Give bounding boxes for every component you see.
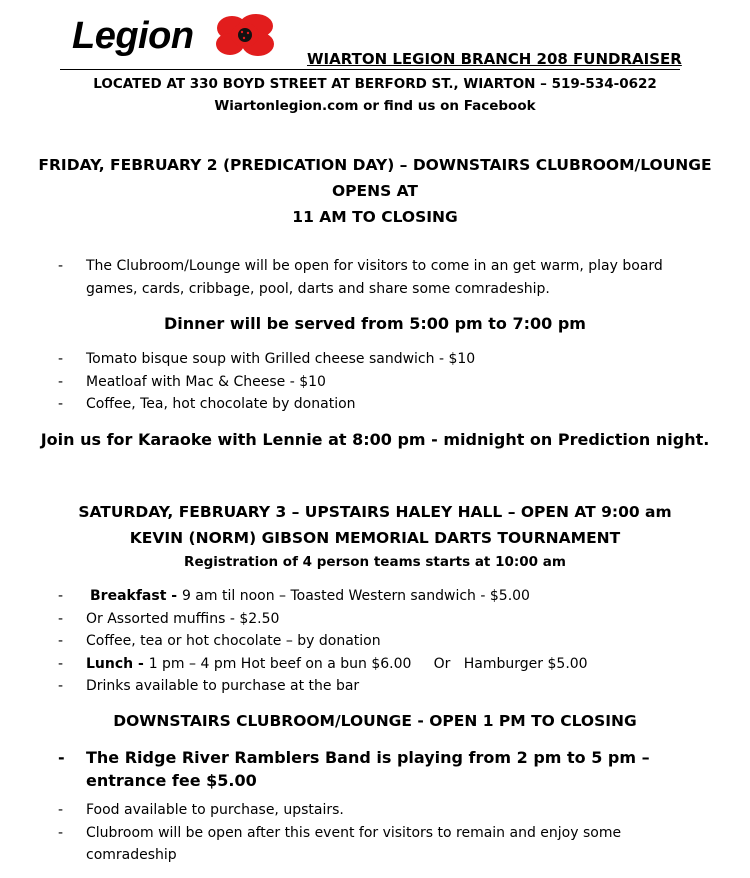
muffins-text: Or Assorted muffins - $2.50 (86, 610, 280, 627)
bullet-dash: - (58, 373, 64, 390)
list-item (58, 799, 698, 822)
friday-hours: 11 AM TO CLOSING (292, 208, 458, 226)
bullet-dash: - (58, 396, 64, 412)
bullet-dash: - (58, 678, 64, 694)
poppy-icon (214, 12, 276, 58)
list-item (58, 630, 708, 653)
bullet-dash: - (58, 655, 64, 672)
friday-title: FRIDAY, FEBRUARY 2 (PREDICATION DAY) – DOWNSTAIRS CLUBROOM/LOUNGE (38, 156, 712, 174)
list-item (58, 822, 698, 867)
band-list (58, 747, 698, 792)
band-text: The Ridge River Ramblers Band is playing from 2 pm to 5 pm – entrance fee $5.00 (86, 748, 650, 790)
friday-intro: The Clubroom/Lounge will be open for visitors to come in an get warm, play board games, cards, cribbage, pool, darts and share some comradeship. (86, 258, 663, 297)
friday-opens-at: OPENS AT (331, 182, 419, 200)
after-item: Clubroom will be open after this event for visitors to remain and enjoy some comradeship (86, 824, 622, 863)
bullet-dash: - (58, 824, 64, 841)
address-line: LOCATED AT 330 BOYD STREET AT BERFORD ST., WIARTON – 519-534-0622 (93, 76, 657, 92)
bullet-dash: - (58, 258, 64, 274)
coffee-text: Coffee, tea or hot chocolate – by donation (86, 633, 381, 649)
list-item (58, 675, 708, 698)
list-item (58, 608, 708, 631)
friday-intro-list (58, 255, 698, 300)
lunch-text: 1 pm – 4 pm Hot beef on a bun $6.00 Or Hamburger $5.00 (148, 655, 588, 672)
list-item (58, 348, 698, 371)
list-item (58, 653, 708, 676)
bullet-dash: - (58, 610, 64, 627)
lunch-label: Lunch - (86, 655, 149, 672)
dinner-item: Coffee, Tea, hot chocolate by donation (86, 396, 356, 412)
list-item (58, 255, 698, 300)
page-title: WIARTON LEGION BRANCH 208 FUNDRAISER (307, 50, 682, 68)
downstairs-heading: DOWNSTAIRS CLUBROOM/LOUNGE - OPEN 1 PM TO CLOSING (113, 712, 637, 730)
breakfast-text: 9 am til noon – Toasted Western sandwich - $5.00 (181, 588, 530, 604)
karaoke-line: Join us for Karaoke with Lennie at 8:00 pm - midnight on Prediction night. (40, 430, 710, 449)
list-item (58, 747, 698, 792)
bullet-dash: - (58, 351, 64, 367)
dinner-list (58, 348, 698, 416)
bullet-dash: - (58, 802, 64, 818)
website-line: Wiartonlegion.com or find us on Facebook (214, 98, 536, 114)
breakfast-label: Breakfast - (90, 588, 182, 604)
darts-tournament-title: KEVIN (NORM) GIBSON MEMORIAL DARTS TOURNAMENT (129, 529, 621, 547)
bullet-dash: - (58, 748, 65, 767)
list-item (58, 393, 698, 416)
legion-logo-text: Legion (72, 15, 194, 57)
after-item: Food available to purchase, upstairs. (86, 802, 344, 818)
dinner-item: Meatloaf with Mac & Cheese - $10 (86, 373, 326, 390)
drinks-text: Drinks available to purchase at the bar (86, 678, 360, 694)
bullet-dash: - (58, 633, 64, 649)
list-item (58, 585, 708, 608)
bullet-dash: - (58, 588, 64, 604)
saturday-title: SATURDAY, FEBRUARY 3 – UPSTAIRS HALEY HALL – OPEN AT 9:00 am (78, 503, 672, 521)
after-list (58, 799, 698, 867)
dinner-heading: Dinner will be served from 5:00 pm to 7:00 pm (164, 314, 586, 333)
list-item (58, 371, 698, 394)
registration-line: Registration of 4 person teams starts at 10:00 am (184, 554, 566, 570)
saturday-food-list (58, 585, 708, 698)
header-divider (60, 69, 680, 70)
dinner-item: Tomato bisque soup with Grilled cheese sandwich - $10 (86, 351, 476, 367)
